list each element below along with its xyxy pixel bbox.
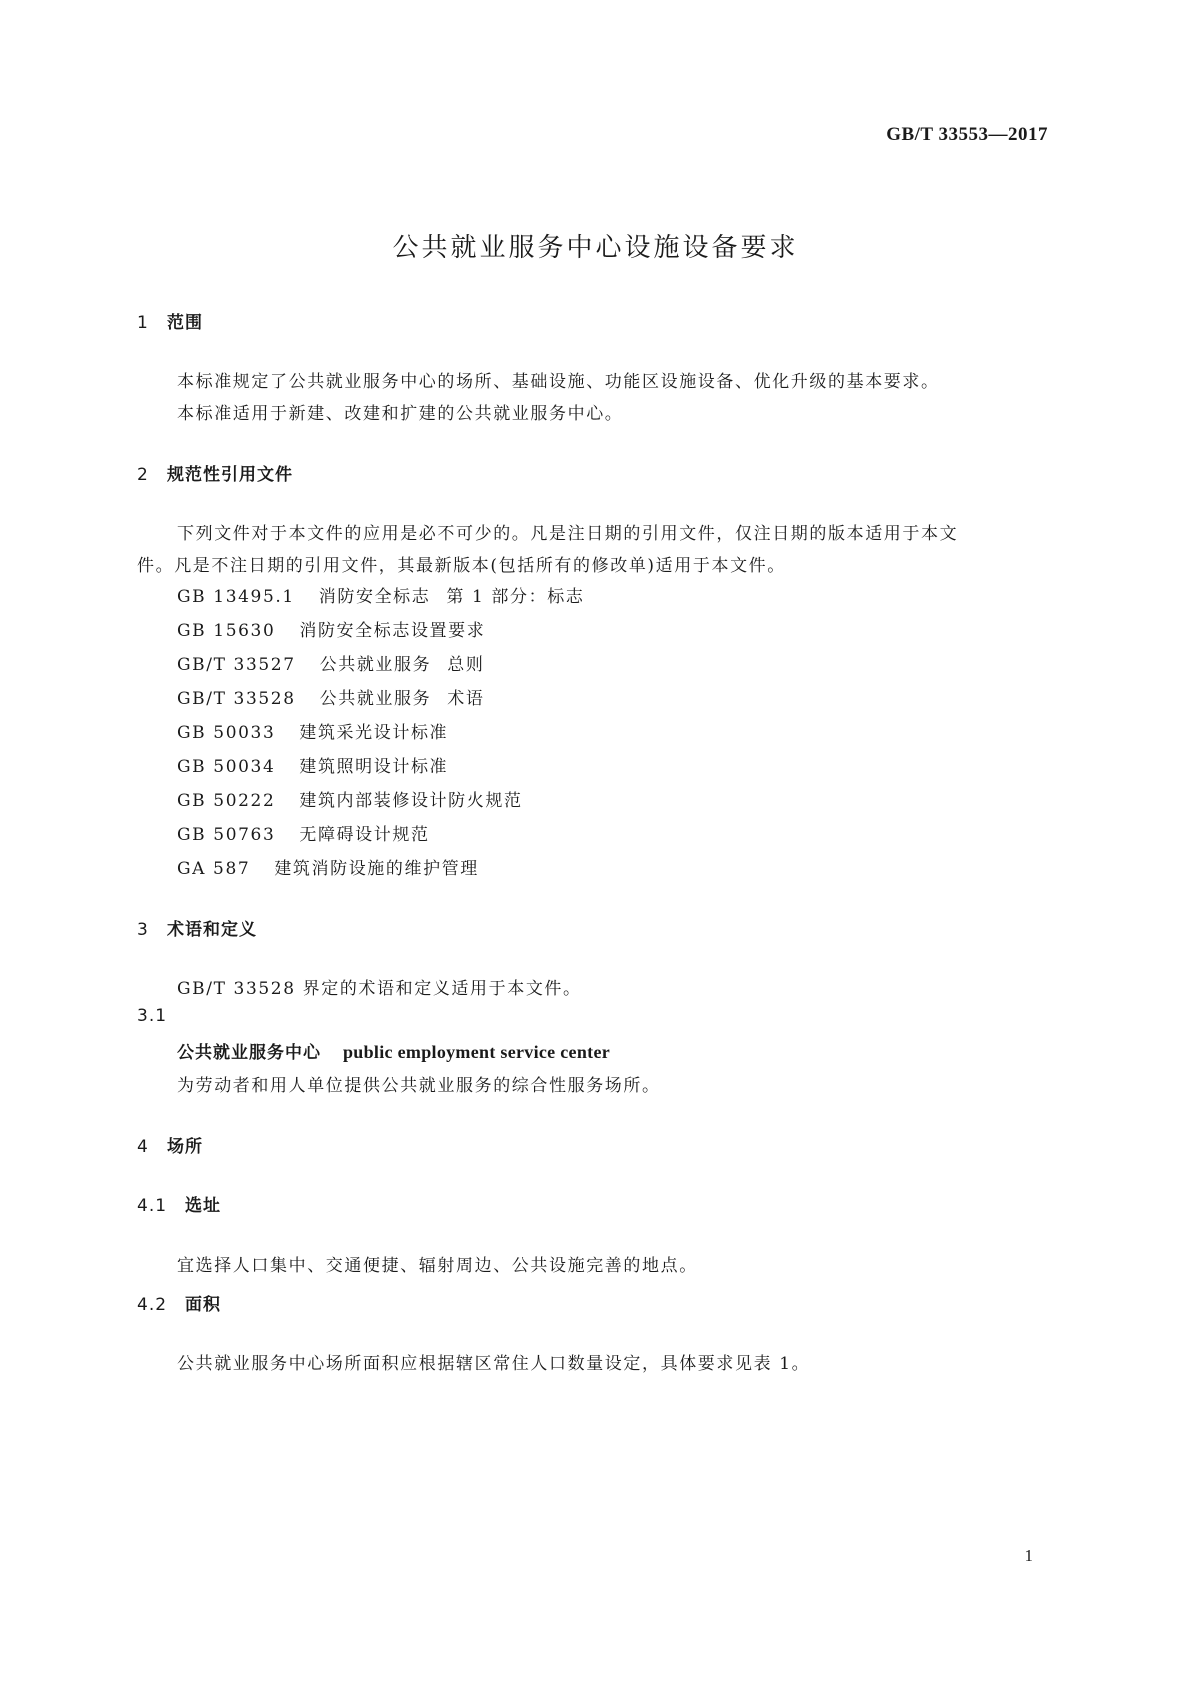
reference-code: GB 50222: [177, 791, 276, 811]
reference-subtitle: 第 1 部分：标志: [446, 587, 585, 607]
subsection-4-1-heading: [137, 1191, 221, 1216]
page-number: 1: [1024, 1546, 1033, 1565]
subsection-title: 选址: [185, 1196, 221, 1216]
section-3-heading: [137, 915, 257, 940]
reference-item: [177, 752, 448, 777]
term-number: 3.1: [137, 1006, 168, 1026]
standard-code: GB/T 33553—2017: [886, 124, 1048, 145]
section-title: 术语和定义: [167, 920, 257, 940]
scope-paragraph-1: 本标准规定了公共就业服务中心的场所、基础设施、功能区设施设备、优化升级的基本要求。: [177, 372, 940, 392]
terms-intro: GB/T 33528 界定的术语和定义适用于本文件。: [177, 979, 582, 999]
reference-code: GB 50034: [177, 757, 276, 777]
reference-title: 建筑采光设计标准: [299, 723, 449, 743]
reference-item: [177, 616, 485, 641]
reference-code: GB 13495.1: [177, 587, 295, 607]
reference-title: 建筑照明设计标准: [299, 757, 449, 777]
reference-item: [177, 820, 430, 845]
reference-item: [177, 786, 523, 811]
reference-title: 消防安全标志: [318, 587, 431, 607]
term-definition: 为劳动者和用人单位提供公共就业服务的综合性服务场所。: [177, 1076, 661, 1096]
document-title: 公共就业服务中心设施设备要求: [392, 233, 799, 263]
section-title: 范围: [167, 313, 203, 333]
reference-item: [177, 854, 479, 879]
section-number: 4: [137, 1137, 149, 1157]
section-number: 3: [137, 920, 149, 940]
section-1-heading: [137, 308, 203, 333]
reference-subtitle: 术语: [447, 689, 485, 709]
area-text: 公共就业服务中心场所面积应根据辖区常住人口数量设定，具体要求见表 1。: [177, 1354, 811, 1374]
subsection-title: 面积: [185, 1295, 221, 1315]
reference-title: 无障碍设计规范: [299, 825, 430, 845]
reference-code: GB 50763: [177, 825, 276, 845]
section-2-heading: [137, 460, 293, 485]
reference-code: GB/T 33527: [177, 655, 296, 675]
reference-item: [177, 582, 584, 607]
term-chinese: 公共就业服务中心: [177, 1043, 321, 1063]
section-title: 场所: [167, 1137, 203, 1157]
reference-item: [177, 650, 484, 675]
section-number: 1: [137, 313, 149, 333]
reference-subtitle: 总则: [447, 655, 485, 675]
reference-title: 消防安全标志设置要求: [299, 621, 486, 641]
references-intro-line-2: 件。凡是不注日期的引用文件，其最新版本(包括所有的修改单)适用于本文件。: [137, 556, 786, 576]
reference-title: 公共就业服务: [319, 655, 432, 675]
reference-code: GB 15630: [177, 621, 276, 641]
subsection-4-2-heading: [137, 1290, 221, 1315]
reference-title: 建筑消防设施的维护管理: [274, 859, 479, 879]
section-number: 2: [137, 465, 149, 485]
term-entry: [177, 1038, 610, 1063]
subsection-number: 4.1: [137, 1196, 168, 1216]
section-4-heading: [137, 1132, 203, 1157]
references-intro-line-1: 下列文件对于本文件的应用是必不可少的。凡是注日期的引用文件，仅注日期的版本适用于本文: [177, 524, 959, 544]
reference-item: [177, 718, 448, 743]
reference-item: [177, 684, 484, 709]
term-english: public employment service center: [343, 1042, 611, 1062]
reference-title: 公共就业服务: [319, 689, 432, 709]
section-title: 规范性引用文件: [167, 465, 293, 485]
site-selection-text: 宜选择人口集中、交通便捷、辐射周边、公共设施完善的地点。: [177, 1256, 698, 1276]
reference-title: 建筑内部装修设计防火规范: [299, 791, 523, 811]
subsection-number: 4.2: [137, 1295, 168, 1315]
reference-code: GB/T 33528: [177, 689, 296, 709]
reference-code: GA 587: [177, 859, 251, 879]
reference-code: GB 50033: [177, 723, 276, 743]
scope-paragraph-2: 本标准适用于新建、改建和扩建的公共就业服务中心。: [177, 404, 624, 424]
